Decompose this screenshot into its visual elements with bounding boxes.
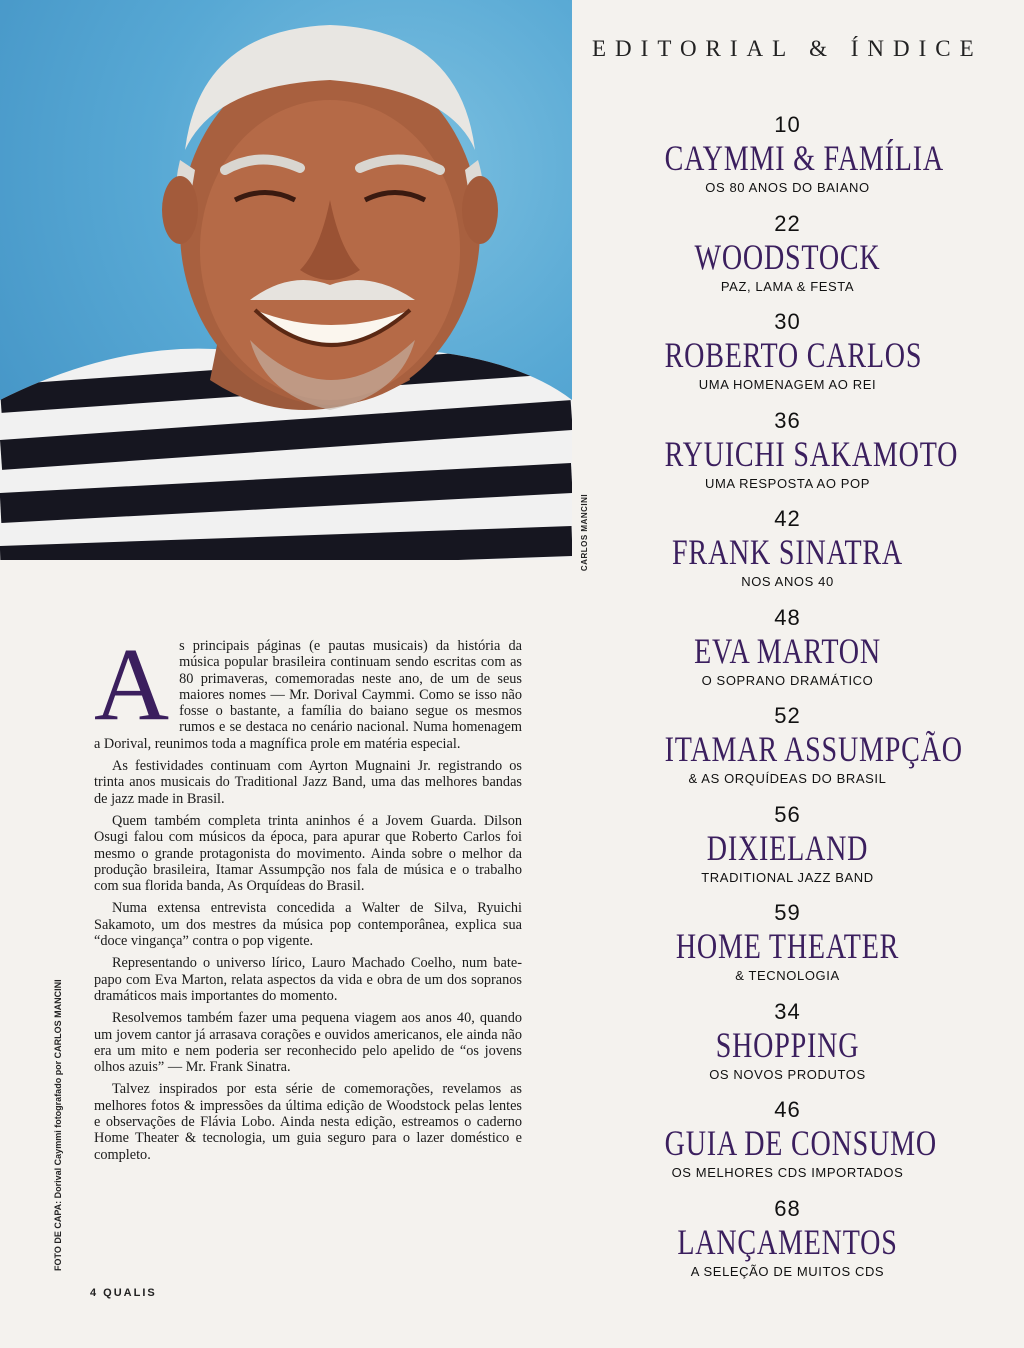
toc-page-number: 36 (774, 407, 801, 433)
toc-entry[interactable] (630, 999, 945, 1098)
toc-entry[interactable] (630, 703, 963, 802)
toc-subtitle: PAZ, LAMA & FESTA (720, 278, 855, 294)
toc-title: EVA MARTON (694, 630, 881, 671)
toc-entry[interactable] (630, 407, 959, 507)
editorial-text (94, 627, 522, 1169)
toc-subtitle: NOS ANOS 40 (741, 574, 834, 589)
toc-page-number: 10 (774, 112, 801, 137)
toc-entry[interactable] (630, 900, 945, 999)
toc-page-number: 52 (774, 703, 801, 728)
toc-title: LANÇAMENTOS (677, 1221, 898, 1262)
toc-title: FRANK SINATRA (672, 532, 903, 572)
section-title: EDITORIAL & ÍNDICE (592, 36, 983, 61)
toc-entry[interactable] (630, 1196, 945, 1295)
toc-subtitle: O SOPRANO DRAMÁTICO (701, 672, 874, 688)
toc-page-number: 22 (774, 210, 801, 236)
toc-page-number: 46 (774, 1097, 801, 1122)
toc-subtitle: OS 80 ANOS DO BAIANO (705, 180, 870, 195)
cover-photo (0, 0, 572, 560)
toc-entry[interactable] (630, 112, 945, 211)
toc-subtitle: OS MELHORES CDS IMPORTADOS (671, 1165, 904, 1180)
drop-cap: A (94, 627, 170, 742)
toc-subtitle: A SELEÇÃO DE MUITOS CDS (690, 1263, 885, 1279)
editorial-paragraph: Numa extensa entrevista concedida a Walter de Silva, Ryuichi Sakamoto, um dos mestres da música pop contemporânea, explica sua “doce vingança” contra o pop vigente. (94, 900, 522, 950)
toc-title: GUIA DE CONSUMO (664, 1123, 937, 1163)
toc-page-number: 34 (774, 998, 801, 1024)
editorial-paragraph: Quem também completa trinta aninhos é a Jovem Guarda. Dilson Osugi falou com músicos da época, para apurar que Roberto Carlos foi mesmo o grande protagonista do movimento. Ainda sobre o melhor da produção brasileira, Itamar Assumpção nos fala de música e o trabalho com sua florida banda, As Orquídeas do Brasil. (94, 812, 522, 895)
portrait-illustration (0, 0, 572, 560)
toc-subtitle: & TECNOLOGIA (735, 968, 840, 983)
toc-page-number: 48 (774, 604, 801, 630)
toc-subtitle: & AS ORQUÍDEAS DO BRASIL (688, 771, 887, 786)
toc-subtitle: TRADITIONAL JAZZ BAND (701, 869, 874, 885)
toc-subtitle: OS NOVOS PRODUTOS (709, 1066, 866, 1082)
editorial-paragraph: As principais páginas (e pautas musicais) da história da música popular brasileira continuam sendo escritas com as 80 primaveras, comemoradas neste ano, de um de seus maiores nomes — Mr. Dorival Caymmi. Como se isso não fosse o bastante, a família do baiano segue os mesmos rumos e se destaca no cenário nacional. Numa homenagem a Dorival, reunimos toda a magnífica prole em matéria especial. (94, 627, 522, 752)
toc-title: DIXIELAND (706, 827, 869, 868)
editorial-paragraph: Resolvemos também fazer uma pequena viagem aos anos 40, quando um jovem cantor já arrasava corações e ouvidos americanos, ele ainda não era um mito e nem poderia ser reconhecido pelo apelido de “os jovens olhos azuis” — Mr. Frank Sinatra. (94, 1010, 522, 1076)
toc-page-number: 42 (774, 506, 801, 531)
toc-page-number: 59 (774, 900, 801, 925)
toc-title: HOME THEATER (675, 926, 900, 966)
toc-page-number: 68 (774, 1195, 801, 1221)
editorial-paragraph: Representando o universo lírico, Lauro Machado Coelho, num bate-papo com Eva Marton, relata aspectos da vida e obra de um dos sopranos dramáticos mais importantes do momento. (94, 955, 522, 1004)
toc-entry[interactable] (630, 605, 945, 704)
editorial-paragraph: Talvez inspirados por esta série de comemorações, revelamos as melhores fotos & impressões da última edição de Woodstock pelas lentes e observações de Flávia Lobo. Ainda nesta edição, estreamos o caderno Home Theater & tecnologia, um guia seguro para o lazer doméstico e completo. (94, 1081, 522, 1163)
toc-entry[interactable] (630, 506, 945, 605)
toc-title: WOODSTOCK (694, 236, 881, 277)
toc-title: ITAMAR ASSUMPÇÃO (664, 729, 963, 769)
toc-subtitle: UMA RESPOSTA AO POP (704, 475, 871, 491)
toc-entry[interactable] (630, 211, 945, 310)
toc-entry[interactable] (630, 309, 945, 408)
toc-entry[interactable] (630, 802, 945, 901)
toc-subtitle: UMA HOMENAGEM AO REI (698, 377, 877, 392)
cover-credit: FOTO DE CAPA: Dorival Caymmi fotografado por CARLOS MANCINI (53, 979, 63, 1271)
toc-page-number: 30 (774, 309, 801, 334)
toc-title: ROBERTO CARLOS (664, 335, 923, 375)
page-footer: 4 QUALIS (90, 1287, 157, 1299)
toc-page-number: 56 (774, 801, 801, 827)
toc-entry[interactable] (630, 1097, 945, 1196)
toc-title: CAYMMI & FAMÍLIA (664, 138, 944, 178)
photo-credit: CARLOS MANCINI (580, 493, 590, 572)
editorial-paragraph: As festividades continuam com Ayrton Mugnaini Jr. registrando os trinta anos musicais do Traditional Jazz Band, uma das melhores bandas de jazz made in Brasil. (94, 758, 522, 807)
toc-title: SHOPPING (715, 1024, 860, 1065)
table-of-contents (630, 112, 963, 1294)
toc-title: RYUICHI SAKAMOTO (664, 433, 959, 474)
